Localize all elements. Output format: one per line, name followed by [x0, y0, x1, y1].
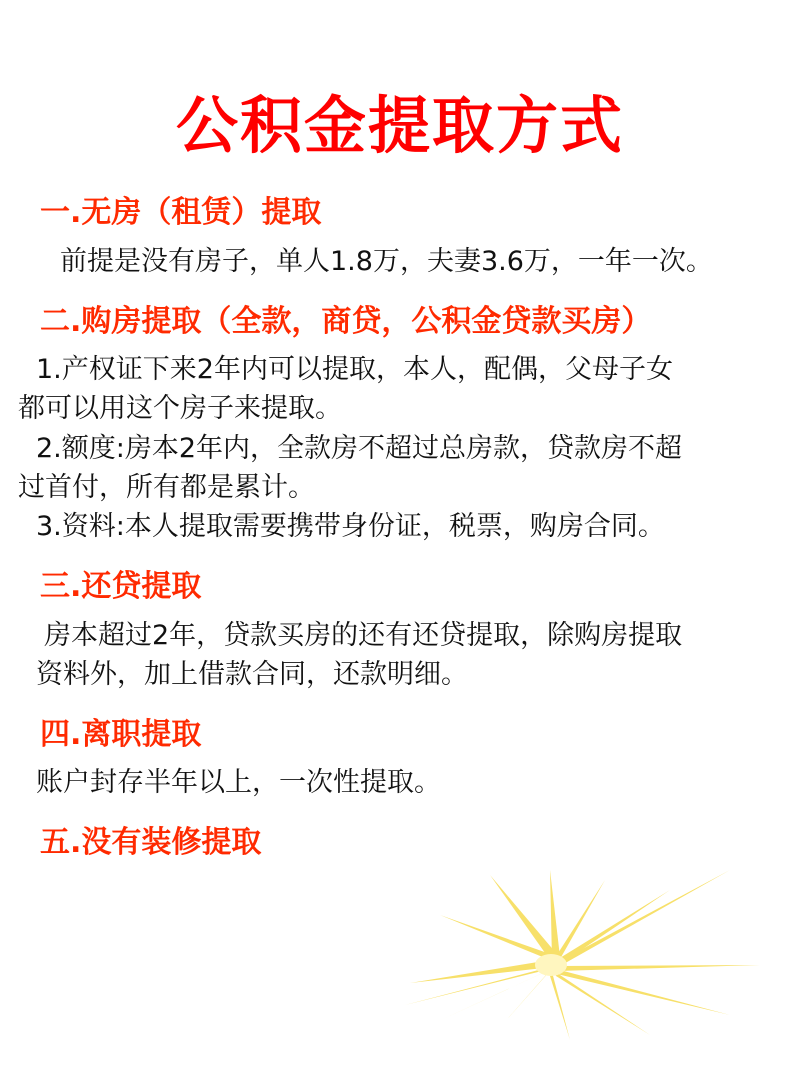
page-title: 公积金提取方式: [175, 89, 624, 162]
section-heading-5: 五.没有装修提取: [40, 825, 262, 861]
section-2-line-5: 3.资料:本人提取需要携带身份证，税票，购房合同。: [36, 510, 665, 542]
section-2-line-3: 2.额度:房本2年内，全款房不超过总房款，贷款房不超: [36, 432, 683, 464]
section-heading-4: 四.离职提取: [40, 716, 202, 752]
section-heading-3: 三.还贷提取: [40, 569, 202, 605]
section-2-line-1: 1.产权证下来2年内可以提取，本人，配偶，父母子女: [36, 354, 673, 386]
section-heading-2: 二.购房提取（全款，商贷，公积金贷款买房）: [40, 303, 652, 339]
sparkle-burst-icon: [400, 865, 770, 1040]
section-3-line-2: 资料外，加上借款合同，还款明细。: [36, 658, 468, 690]
section-4-line-1: 账户封存半年以上，一次性提取。: [36, 767, 441, 799]
section-2-line-2: 都可以用这个房子来提取。: [18, 393, 342, 425]
section-heading-1: 一.无房（租赁）提取: [40, 195, 322, 231]
section-2-line-4: 过首付，所有都是累计。: [18, 471, 315, 503]
section-1-line-1: 前提是没有房子，单人1.8万，夫妻3.6万，一年一次。: [60, 245, 713, 277]
section-3-line-1: 房本超过2年，贷款买房的还有还贷提取，除购房提取: [44, 619, 683, 651]
